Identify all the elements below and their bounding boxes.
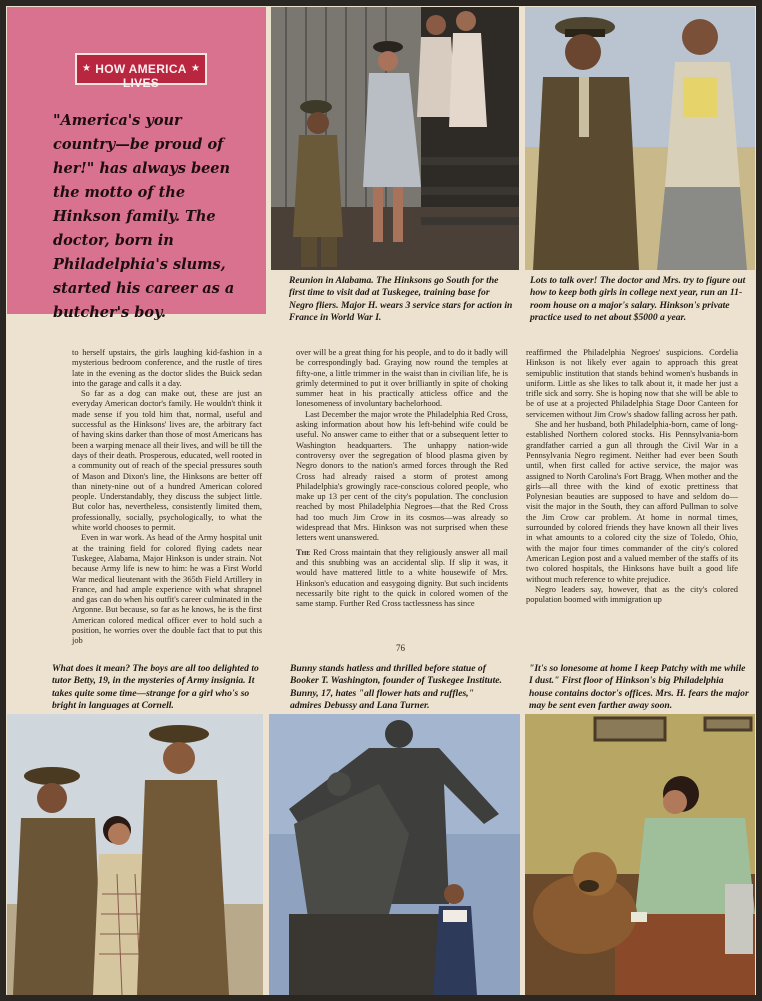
article-column-1: [72, 348, 262, 647]
article-paragraph: Negro leaders say, however, that as the city's colored population boomed with immigration up: [526, 584, 738, 605]
magazine-page: [6, 6, 756, 995]
star-icon: ★: [82, 63, 91, 74]
article-paragraph: Even in war work. As head of the Army hospital unit at the training field for colored flying cadets near Tuskegee, Alabama, Major Hinkson is under strain. Not because Army life is new to him: he was a First World War medical lieutenant with the 365th Field Artillery in France, and had ample experience with what shrapnel and gas can do when his outfit's career culminated in the Argonne. But because, so far as he knows, he is the first American colored medical officer ever to hold such a position, he worries over the double fact that to put this job: [72, 533, 262, 646]
article-paragraph: to herself upstairs, the girls laughing kid-fashion in a mysterious bedroom conference, and the rustle of tires late in the evening as the doctor slides the Buick sedan into the garage and calls it a day.: [72, 348, 262, 388]
article-paragraph: So far as a dog can make out, these are just an everyday American doctor's family. He wouldn't think it made sense if you told him that, normal, useful and successful as the Hinksons' lives are, the arbitrary fact of having skins darker than those of most Americans has been a warping menace all their lives, and will be till the days of their death. Prosperous, educated, well rooted in a community out of reach of the special pressures south of Mason and Dixon's line, the Hinksons are better off than ninety-nine out of a hundred American colored people. Understandably, they discuss the subject little. But color has, nevertheless, consistently limited them, professionally, socially, psychologically, to what the white world chooses to permit.: [72, 389, 262, 533]
article-paragraph: Last December the major wrote the Philadelphia Red Cross, asking information about how his left-behind wife could be useful. No answer came to either that or a subsequent letter to Washington headquarters. The unhappy nation-wide controversy over the segregation of blood plasma given by Negro donors to the nation's armed forces through the Red Cross had already raised a storm of protest among Philadelphia's growingly race-conscious colored people, who make up 13 per cent of the city's population. The conclusion reached by most Philadelphia Negroes—that the Red Cross had too much Jim Crow in its cosmos—was already so widespread that Mrs. Hinkson was not surprised when these letters went unanswered.: [296, 409, 508, 543]
article-paragraph-text: Red Cross maintain that they religiously answer all mail and this snubbing was an accidental slip. If slip it was, it would have mattered little to a white housewife of Mrs. Hinkson's education and easygoing dignity. But such incidents necessarily bite right to the quick in colored women of the same stamp. Further Red Cross tactlessness has since: [296, 547, 508, 609]
page-number: 76: [396, 643, 405, 653]
article-paragraph: reaffirmed the Philadelphia Negroes' suspicions. Cordelia Hinkson is not likely ever again to approach this great semipublic institution that stands behind women's husbands in uniform. Little as she likes to talk about it, it made her just a trifle sick and sorry. She is hoping now that she will be able to be of use at a projected Philadelphia Stage Door Canteen for servicemen without Jim Crow's shadow falling across her path.: [526, 348, 738, 419]
photo-booker-t-washington-statue: [269, 714, 520, 995]
caption-reunion: Reunion in Alabama. The Hinksons go South for the first time to visit dad at Tuskegee, training base for Negro fliers. Major H. wears 3 service stars for action in France in World War I.: [289, 275, 513, 324]
section-banner: [75, 53, 207, 90]
caption-lonesome: "It's so lonesome at home I keep Patchy with me while I dust." First floor of Hinkson's big Philadelphia house contains doctor's offices. Mrs. H. fears the major may be sent even farther away soon.: [529, 663, 749, 712]
intro-block: [7, 7, 266, 321]
photo-betty-insignia: [7, 714, 263, 995]
article-column-3: [526, 348, 738, 605]
caption-talk-over: Lots to talk over! The doctor and Mrs. try to figure out how to keep both girls in college next year, run an 11-room house on a major's salary. Hinkson's private practice used to net about $5000 a year.: [530, 275, 746, 324]
photo-reunion: [271, 7, 519, 270]
article-column-2: [296, 348, 508, 609]
article-paragraph: [296, 548, 508, 610]
photo-mrs-hinkson-and-dog: [525, 714, 755, 995]
star-icon: ★: [191, 63, 200, 74]
caption-what-does-it-mean: What does it mean? The boys are all too delighted to tutor Betty, 19, in the mysteries of Army insignia. It takes quite some time—strange for a girl who's so bright in languages at Cornell.: [52, 663, 259, 712]
intro-quote: "America's your country—be proud of her!" has always been the motto of the Hinkson family. The doctor, born in Philadelphia's slums, started his career as a butcher's boy.: [53, 112, 235, 321]
photo-doctor-and-wife: [525, 7, 755, 270]
caption-bunny: Bunny stands hatless and thrilled before statue of Booker T. Washington, founder of Tuskegee Institute. Bunny, 17, hates "all flower hats and ruffles," admires Debussy and Lana Turner.: [290, 663, 502, 712]
banner-label: HOW AMERICA LIVES: [95, 62, 187, 90]
section-start-word: The: [296, 547, 311, 557]
article-paragraph: She and her husband, both Philadelphia-born, came of long-established Northern colored stocks. His Pennsylvania-born grandfather carried a gun all through the Civil War in a Pennsylvania Negro regiment. Neither had ever been South until, when first called for active service, the major was assigned to North Carolina's Fort Bragg. When mother and the girls—all three with the kind of exotic prettiness that Polynesian beauties are supposed to have and seldom do—visit the major in the South, they can afford Pullman to solve the Jim Crow car problem. At home in normal times, surrounded by colored friends they have known all their lives in what amounts to a colored city the size of Toledo, Ohio, with the major four times commander of the city's colored American Legion post and a valued member of the staffs of its two colored hospitals, the Hinksons have built a good life without much reference to white prejudice.: [526, 420, 738, 584]
article-paragraph: over will be a great thing for his people, and to do it badly will be correspondingly bad. Graying now round the temples at fifty-one, a little trimmer in the waist than in civilian life, he is grimly determined to put it over brilliantly in spite of choking summer heat in his practically atticless office and the lonesomeness of involuntary bachelorhood.: [296, 348, 508, 409]
